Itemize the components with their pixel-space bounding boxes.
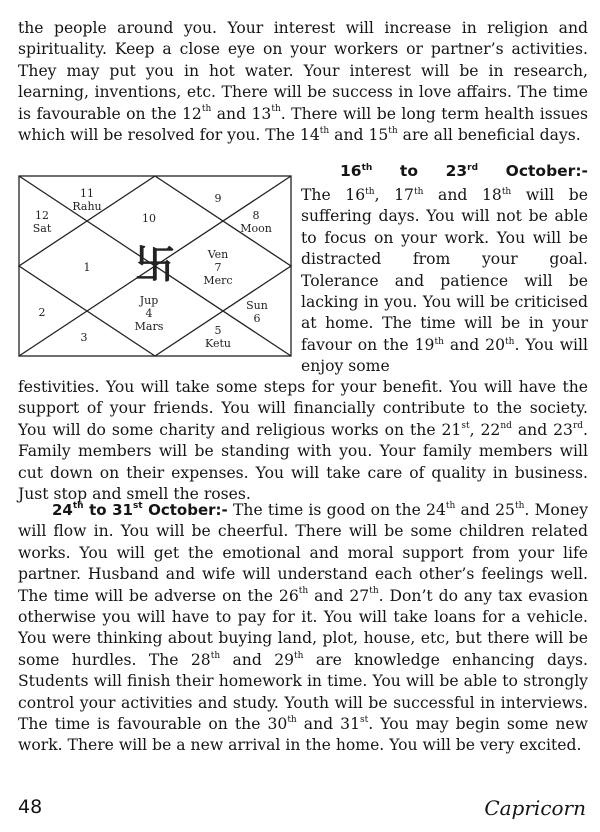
section-heading-16-23-october: 16th to 23rd October:-	[340, 162, 588, 180]
house-6: 6	[253, 312, 261, 325]
house-12: 12	[35, 209, 49, 222]
planet-merc: Merc	[203, 274, 233, 287]
house-5: 5	[214, 324, 222, 337]
planet-sat: Sat	[32, 222, 52, 235]
planet-ven: Ven	[207, 248, 229, 261]
section-16-23-continued-text: festivities. You will take some steps for your benefit. You will have the support of your friends. You will financially contribute to the society. You will do some charity and religious works on the 21st, 22nd and 23rd. Family members will be standing with you. Your family members will cut down on their expenses. You will take care of quality in business. Just stop and smell the roses.	[18, 378, 589, 504]
house-11: 11	[80, 187, 94, 200]
swastika-symbol: 卐	[135, 241, 175, 288]
planet-moon: Moon	[240, 222, 272, 235]
house-7: 7	[214, 261, 222, 274]
horoscope-chart	[18, 175, 292, 357]
planet-rahu: Rahu	[72, 200, 102, 213]
house-9: 9	[214, 192, 222, 205]
house-10: 10	[142, 212, 156, 225]
intro-paragraph: the people around you. Your interest will increase in religion and spirituality. Keep a close eye on your workers or partner’s activities. They may put you in hot water. Your interest will be in research, learning, inventions, etc. There will be success in love affairs. The time is favourable on the 12th and 13th. There will be long term health issues which will be resolved for you. The 14th and 15th are all beneficial days.	[18, 19, 589, 145]
section-16-23-wrapped-text: The 16th, 17th and 18th will be suffering days. You will not be able to focus on your work. You will be distracted from your goal. Tolerance and patience will be lacking in you. You will be criticised at home. The time will be in your favour on the 19th and 20th. You will enjoy some	[301, 186, 589, 376]
house-2: 2	[38, 306, 46, 319]
planet-sun: Sun	[246, 299, 268, 312]
house-8: 8	[252, 209, 260, 222]
section-24-31-october: 24th to 31st October:- The time is good on the 24th and 25th. Money will flow in. You will be cheerful. There will be some children related works. You will get the emotional and moral support from your life partner. Husband and wife will understand each other’s feelings well. The time will be adverse on the 26th and 27th. Don’t do any tax evasion otherwise you will have to pay for it. You will take loans for a vehicle. You were thinking about buying land, plot, house, etc, but there will be some hurdles. The 28th and 29th are knowledge enhancing days. Students will finish their homework in time. You will be able to strongly control your activities and study. Youth will be successful in interviews. The time is favourable on the 30th and 31st. You may begin some new work. There will be a new arrival in the home. You will be very excited.	[18, 500, 589, 755]
house-1: 1	[83, 261, 91, 274]
house-3: 3	[80, 331, 88, 344]
running-footer-title: Capricorn	[484, 796, 586, 820]
planet-mars: Mars	[134, 320, 164, 333]
planet-ketu: Ketu	[205, 337, 231, 350]
planet-jup: Jup	[139, 294, 159, 307]
house-4: 4	[145, 307, 153, 320]
page-number: 48	[18, 796, 43, 818]
section-heading-24-31-october: 24th to 31st October:-	[52, 501, 228, 519]
